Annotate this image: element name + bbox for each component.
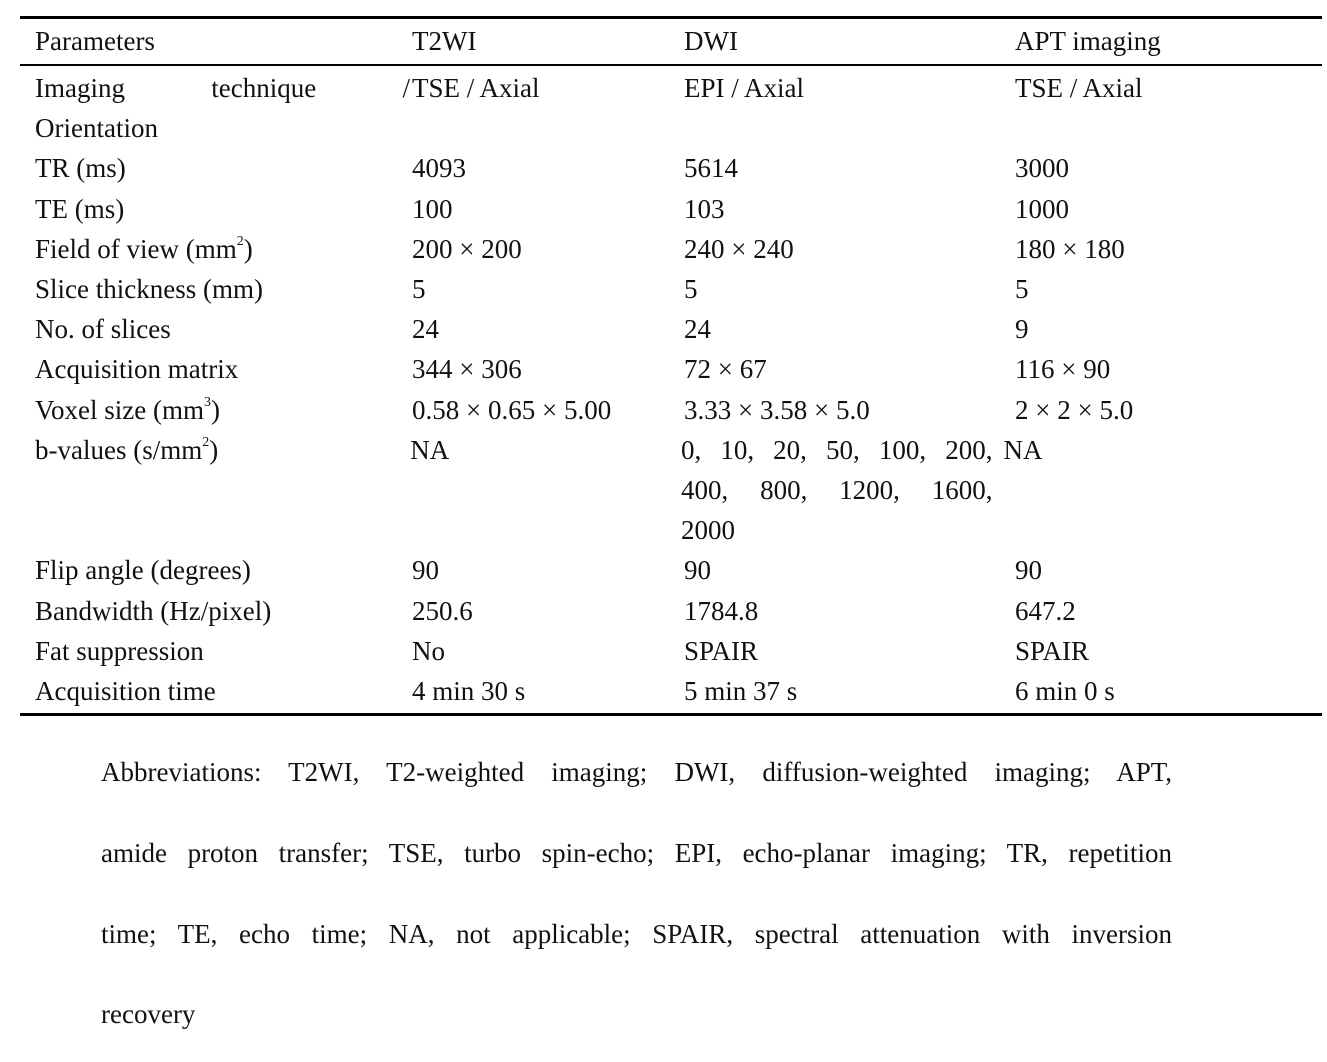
row-param xyxy=(20,229,412,269)
param-superscript: 3 xyxy=(203,394,211,410)
table-row xyxy=(20,631,1322,671)
row-dwi: 24 xyxy=(684,314,711,345)
row-param: Acquisition matrix xyxy=(35,354,239,385)
row-t2wi: 100 xyxy=(412,193,453,224)
row-t2wi: 5 xyxy=(412,274,426,305)
param-text: ) xyxy=(209,434,219,465)
table-row xyxy=(20,309,1322,349)
row-dwi: 72 × 67 xyxy=(684,354,767,385)
param-part: technique xyxy=(211,73,317,103)
param-part: Imaging xyxy=(35,73,125,103)
row-param: Fat suppression xyxy=(35,635,204,666)
footnote-line: time; TE, echo time; NA, not applicable; SPAIR, spectral attenuation with inversion xyxy=(101,918,1172,949)
table-header-row xyxy=(20,19,1322,64)
table-row xyxy=(20,229,1322,269)
table-row xyxy=(20,591,1322,631)
param-part: / xyxy=(402,73,410,103)
param-superscript: 2 xyxy=(236,233,244,249)
dwi-line: 2000 xyxy=(680,515,735,546)
row-t2wi: 200 × 200 xyxy=(412,233,522,264)
row-apt: 1000 xyxy=(1015,193,1069,224)
param-text: Field of view (mm xyxy=(35,233,237,264)
header-t2wi: T2WI xyxy=(412,26,477,56)
row-param: No. of slices xyxy=(35,314,171,345)
row-dwi: 103 xyxy=(684,193,725,224)
row-param: Bandwidth (Hz/pixel) xyxy=(35,595,272,626)
parameters-table xyxy=(20,16,1322,716)
row-param xyxy=(20,68,412,148)
row-apt: 647.2 xyxy=(1015,595,1076,626)
row-t2wi: 250.6 xyxy=(412,595,473,626)
row-dwi: EPI / Axial xyxy=(684,73,804,103)
dwi-line: 0, 10, 20, 50, 100, 200, xyxy=(680,434,993,465)
row-dwi: 3.33 × 3.58 × 5.0 xyxy=(684,394,870,425)
row-apt: 9 xyxy=(1015,314,1029,345)
row-dwi xyxy=(681,430,999,551)
row-t2wi: 344 × 306 xyxy=(412,354,522,385)
footnote-line: amide proton transfer; TSE, turbo spin-echo; EPI, echo-planar imaging; TR, repetition xyxy=(101,837,1172,868)
row-t2wi: 4 min 30 s xyxy=(412,676,526,707)
row-t2wi: NA xyxy=(410,434,450,465)
row-apt: 6 min 0 s xyxy=(1015,676,1115,707)
table-row xyxy=(20,269,1322,309)
abbreviations-footnote xyxy=(101,732,1172,1055)
row-apt: 2 × 2 × 5.0 xyxy=(1015,394,1134,425)
row-dwi: 90 xyxy=(684,555,711,586)
row-t2wi: 24 xyxy=(412,314,439,345)
header-apt: APT imaging xyxy=(1015,26,1161,56)
row-dwi: SPAIR xyxy=(684,635,759,666)
row-dwi: 5 min 37 s xyxy=(684,676,798,707)
row-param: Acquisition time xyxy=(35,676,216,707)
row-dwi: 5 xyxy=(684,274,698,305)
row-t2wi: TSE / Axial xyxy=(412,73,540,103)
table-row xyxy=(20,671,1322,711)
param-text: ) xyxy=(243,233,253,264)
param-text: Voxel size (mm xyxy=(35,394,204,425)
table-row xyxy=(20,550,1322,590)
row-param xyxy=(20,430,410,551)
table-row xyxy=(20,349,1322,389)
row-param: TR (ms) xyxy=(35,153,126,184)
row-apt: NA xyxy=(1003,434,1043,465)
row-apt: TSE / Axial xyxy=(1015,73,1143,103)
row-param: Flip angle (degrees) xyxy=(35,555,251,586)
dwi-line: 400, 800, 1200, 1600, xyxy=(680,475,993,506)
row-dwi: 5614 xyxy=(684,153,738,184)
row-apt: 5 xyxy=(1015,274,1029,305)
param-part: Orientation xyxy=(35,113,158,144)
row-apt: 90 xyxy=(1015,555,1042,586)
param-text: ) xyxy=(210,394,220,425)
header-dwi: DWI xyxy=(684,26,738,56)
row-dwi: 240 × 240 xyxy=(684,233,794,264)
row-param: TE (ms) xyxy=(35,193,125,224)
table-row xyxy=(20,430,1322,551)
row-apt: 116 × 90 xyxy=(1015,354,1111,385)
row-apt: 180 × 180 xyxy=(1015,233,1125,264)
row-t2wi: 0.58 × 0.65 × 5.00 xyxy=(412,394,612,425)
row-t2wi: 90 xyxy=(412,555,439,586)
row-dwi: 1784.8 xyxy=(684,595,759,626)
row-apt: SPAIR xyxy=(1015,635,1090,666)
row-param: Slice thickness (mm) xyxy=(35,274,263,305)
param-text: b-values (s/mm xyxy=(35,434,203,465)
table-row xyxy=(20,68,1322,148)
row-t2wi: No xyxy=(412,635,445,666)
row-param xyxy=(20,390,412,430)
row-apt: 3000 xyxy=(1015,153,1069,184)
table-row xyxy=(20,390,1322,430)
header-parameters: Parameters xyxy=(35,26,155,56)
table-row xyxy=(20,148,1322,188)
footnote-line: Abbreviations: T2WI, T2-weighted imaging; DWI, diffusion-weighted imaging; APT, xyxy=(101,757,1172,787)
table-row xyxy=(20,189,1322,229)
param-superscript: 2 xyxy=(202,434,210,450)
table-body xyxy=(20,66,1322,713)
row-t2wi: 4093 xyxy=(412,153,466,184)
table-bottom-rule xyxy=(20,713,1322,716)
footnote-line: recovery xyxy=(101,999,196,1030)
